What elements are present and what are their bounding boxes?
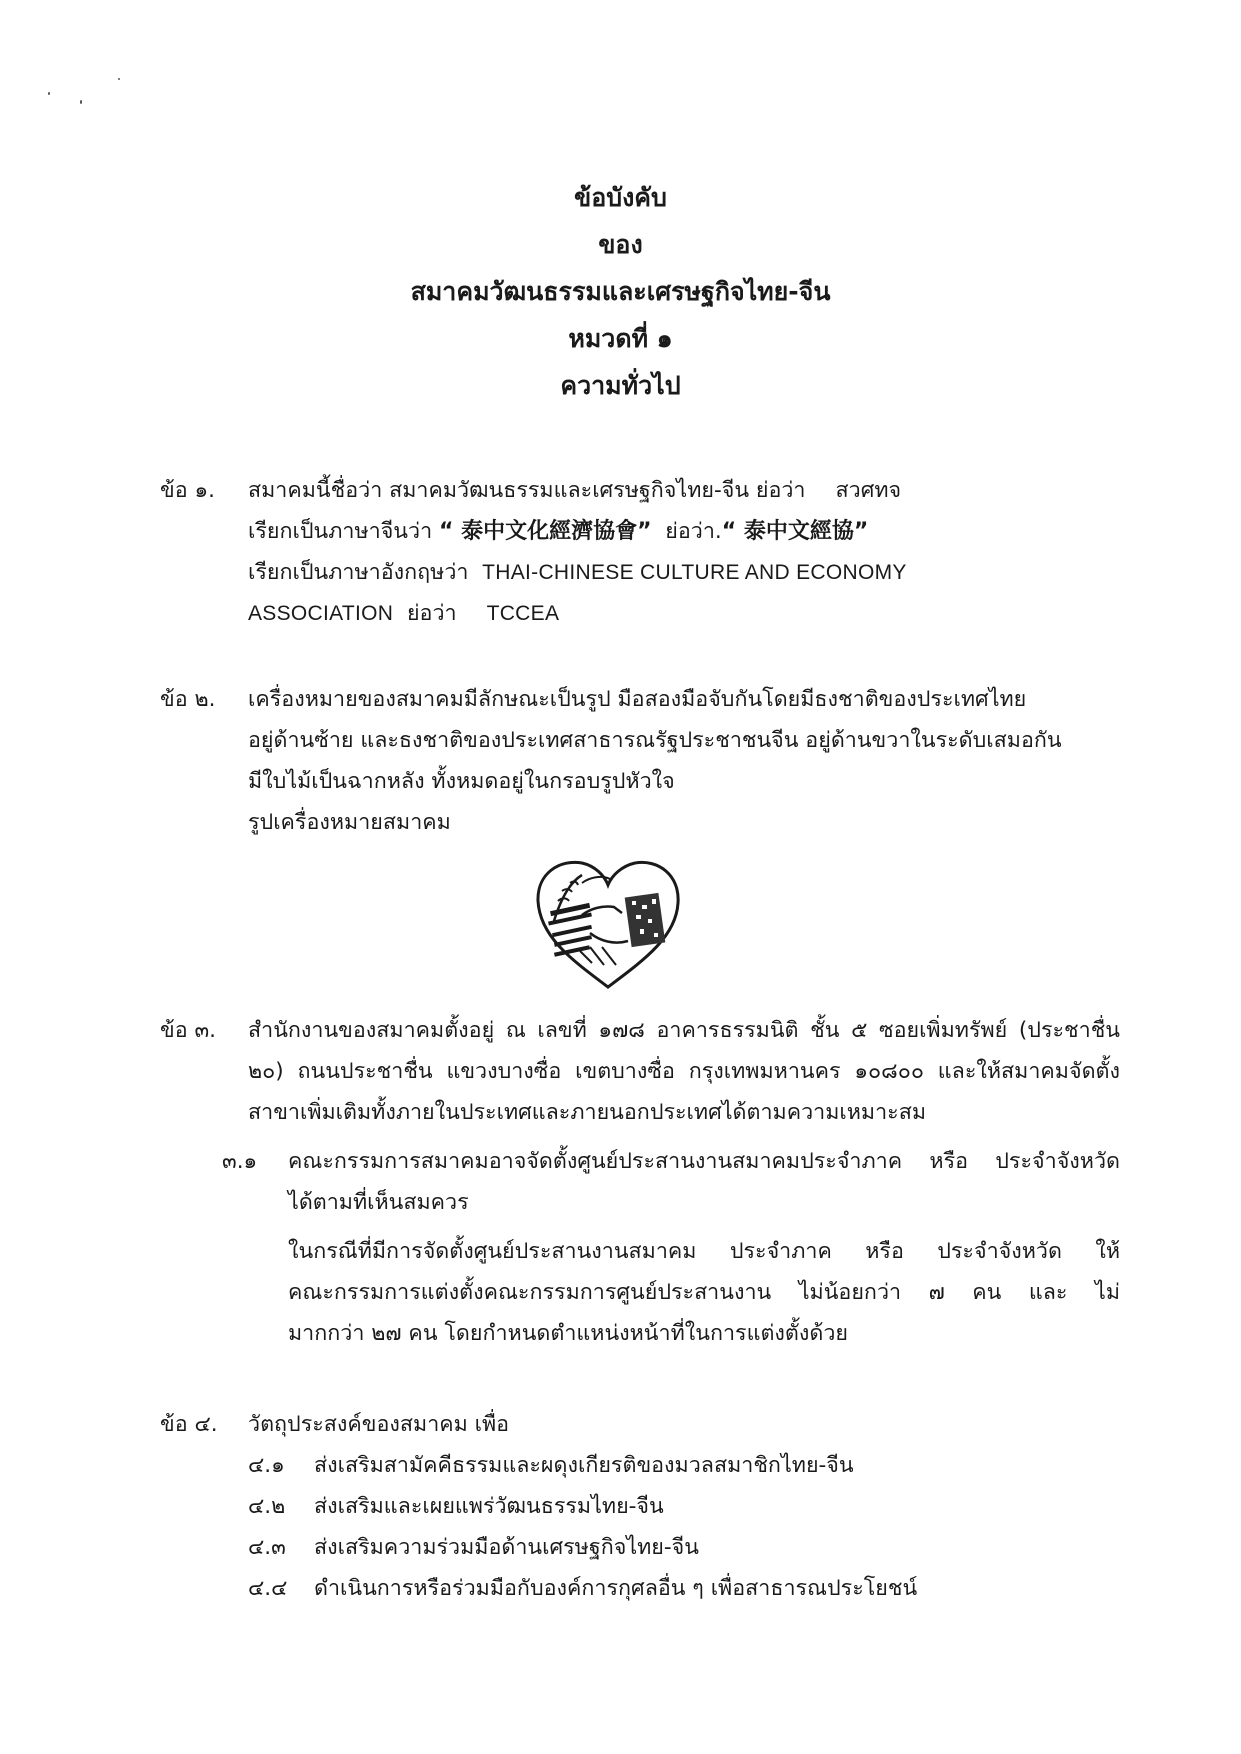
clause-4-item-text: ส่งเสริมความร่วมมือด้านเศรษฐกิจไทย-จีน [314,1535,699,1560]
clause-4-item-text: ดำเนินการหรือร่วมมือกับองค์การกุศลอื่น ๆ เพื่อสาธารณประโยชน์ [314,1576,918,1601]
clause-3-1-line-2: ได้ตามที่เห็นสมควร [288,1190,469,1215]
clause-4-item-number: ๔.๑ [248,1453,285,1478]
clause-2-line-2: อยู่ด้านซ้าย และธงชาติของประเทศสาธารณรัฐประชาชนจีน อยู่ด้านขวาในระดับเสมอกัน [248,728,1062,753]
clause-1-english-name-2: ASSOCIATION [248,602,394,625]
clause-1-line-3 [248,552,1120,593]
clause-4 [160,1404,1120,1609]
title-chapter: หมวดที่ ๑ [568,324,673,353]
clause-4-item-3 [248,1527,1120,1568]
clause-1 [160,470,1120,634]
clause-1-line-4 [248,593,1120,634]
clause-2-number: ข้อ ๒. [160,687,216,712]
clause-3-1-paragraph-line-2: คณะกรรมการแต่งตั้งคณะกรรมการศูนย์ประสานงาน ไม่น้อยกว่า ๗ คน และ ไม่ [288,1280,1120,1305]
clause-3-1 [222,1141,1120,1223]
clause-3-line-3: สาขาเพิ่มเติมทั้งภายในประเทศและภายนอกประเทศได้ตามความเหมาะสม [248,1100,927,1125]
clause-3-1-line-1: คณะกรรมการสมาคมอาจจัดตั้งศูนย์ประสานงานสมาคมประจำภาค หรือ ประจำจังหวัด [288,1149,1120,1174]
clause-4-item-1 [248,1445,1120,1486]
clause-1-english-abbr: TCCEA [486,602,560,625]
clause-1-english-label: เรียกเป็นภาษาอังกฤษว่า [248,560,469,585]
clause-2-line-3: มีใบไม้เป็นฉากหลัง ทั้งหมดอยู่ในกรอบรูปหัวใจ [248,769,675,794]
clause-4-item-text: ส่งเสริมและเผยแพร่วัฒนธรรมไทย-จีน [314,1494,664,1519]
clause-2-line-1: เครื่องหมายของสมาคมมีลักษณะเป็นรูป มือสองมือจับกันโดยมีธงชาติของประเทศไทย [248,687,1027,712]
title-general: ความทั่วไป [560,371,681,400]
clause-1-number: ข้อ ๑. [160,478,215,503]
clause-3-1-paragraph [288,1231,1120,1354]
clause-1-chinese-name: “ 泰中文化經濟協會” [438,519,652,544]
clause-3-1-number: ๓.๑ [222,1149,258,1174]
clause-3-1-paragraph-line-1: ในกรณีที่มีการจัดตั้งศูนย์ประสานงานสมาคม ประจำภาค หรือ ประจำจังหวัด ให้ [288,1239,1120,1264]
clause-1-chinese-abbr-label: ย่อว่า. [665,519,722,544]
clause-1-line-2 [248,511,1120,552]
title-regulations: ข้อบังคับ [574,183,667,212]
clause-1-chinese-abbr: “ 泰中文經協” [721,519,869,544]
clause-4-number: ข้อ ๔. [160,1412,218,1437]
clause-4-item-number: ๔.๔ [248,1576,288,1601]
clause-3-1-paragraph-line-3: มากกว่า ๒๗ คน โดยกำหนดตำแหน่งหน้าที่ในการแต่งตั้งด้วย [288,1321,848,1346]
document-title [0,183,1241,418]
clause-4-item-text: ส่งเสริมสามัคคีธรรมและผดุงเกียรติของมวลสมาชิกไทย-จีน [314,1453,854,1478]
clause-1-thai-name: สมาคมนี้ชื่อว่า สมาคมวัฒนธรรมและเศรษฐกิจไทย-จีน ย่อว่า [248,478,806,503]
clause-4-item-number: ๔.๓ [248,1535,286,1560]
clause-3 [160,1010,1120,1354]
clause-4-item-number: ๔.๒ [248,1494,286,1519]
title-of: ของ [598,230,643,259]
clause-1-chinese-label: เรียกเป็นภาษาจีนว่า [248,519,433,544]
association-emblem-heart-hands-icon [532,855,684,992]
clause-3-line-1: สำนักงานของสมาคมตั้งอยู่ ณ เลขที่ ๑๗๘ อาคารธรรมนิติ ชั้น ๕ ซอยเพิ่มทรัพย์ (ประชาชื่น [248,1018,1120,1043]
clause-1-english-name-1: THAI-CHINESE CULTURE AND ECONOMY [482,561,907,584]
clause-4-intro: วัตถุประสงค์ของสมาคม เพื่อ [248,1412,510,1437]
clause-4-item-4 [248,1568,1120,1609]
clause-1-english-abbr-label: ย่อว่า [406,601,457,626]
clause-2 [160,679,1120,843]
clause-1-thai-abbr: สวศทจ [835,478,902,503]
clause-4-item-2 [248,1486,1120,1527]
clause-1-line-1 [248,470,1120,511]
clause-3-line-2: ๒๐) ถนนประชาชื่น แขวงบางซื่อ เขตบางซื่อ กรุงเทพมหานคร ๑๐๘๐๐ และให้สมาคมจัดตั้ง [248,1059,1120,1084]
clause-2-line-4: รูปเครื่องหมายสมาคม [248,810,451,835]
title-association-name: สมาคมวัฒนธรรมและเศรษฐกิจไทย-จีน [410,277,831,306]
clause-3-number: ข้อ ๓. [160,1018,216,1043]
